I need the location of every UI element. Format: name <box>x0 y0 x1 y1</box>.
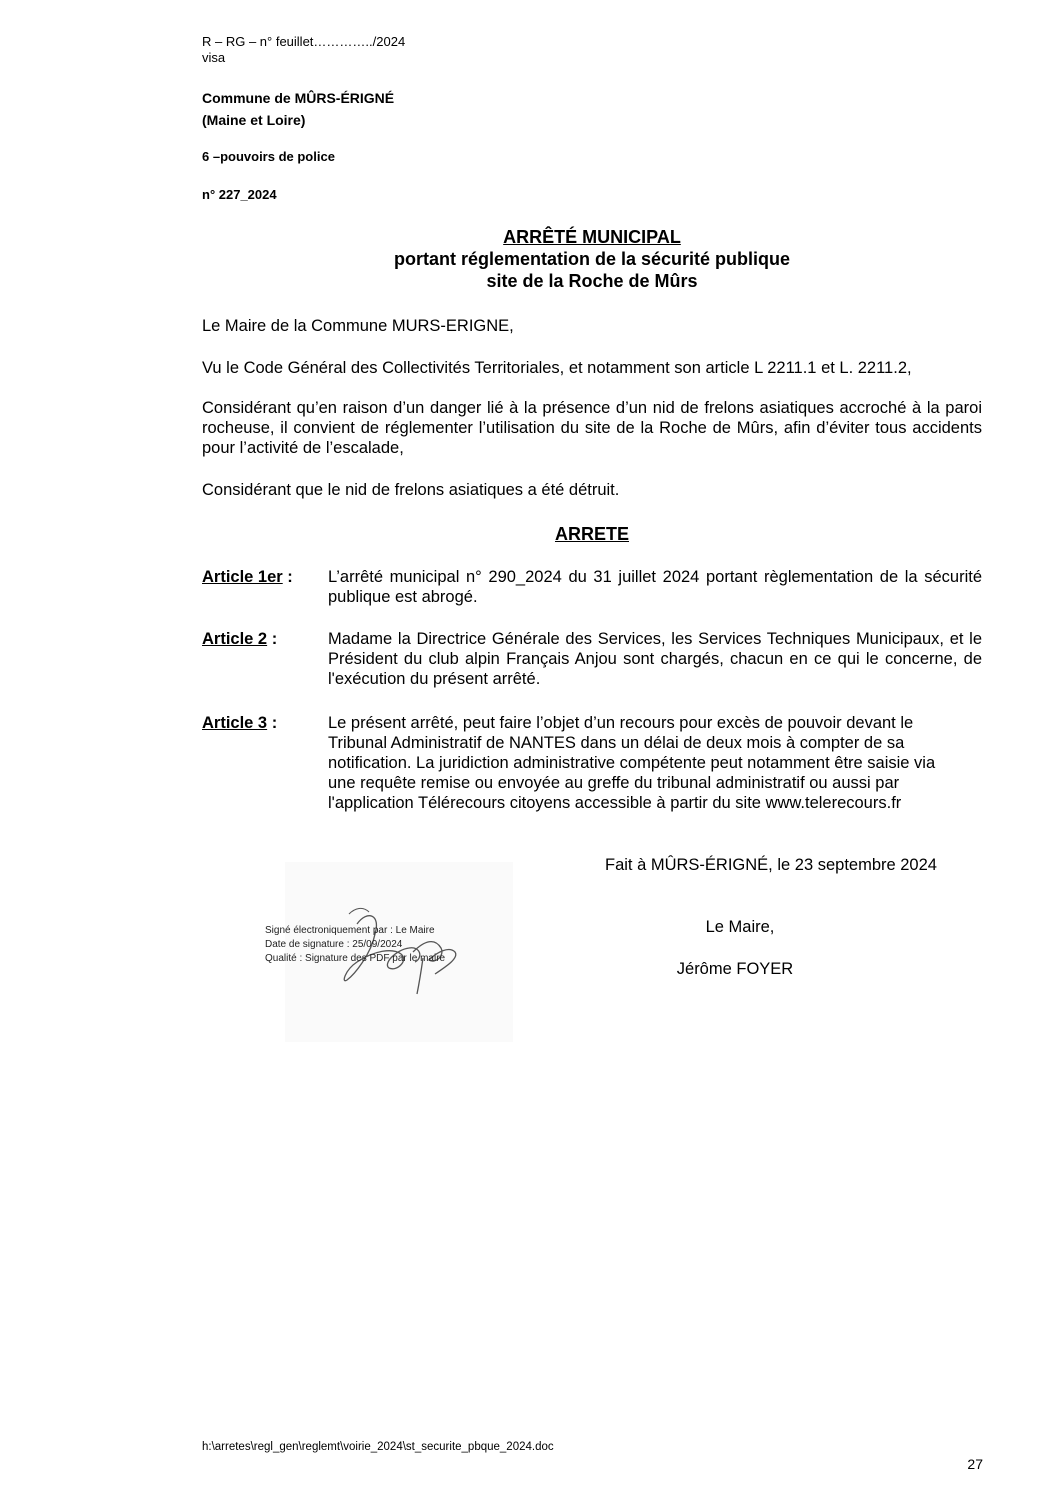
title-main: ARRÊTÉ MUNICIPAL <box>503 227 681 247</box>
article-3-line: une requête remise ou envoyée au greffe du tribunal administratif ou aussi par <box>328 774 900 792</box>
preamble-considerant-1: Considérant qu’en raison d’un danger lié à la présence d’un nid de frelons asiatiques accroché à la paroi rocheuse, il convient de réglementer l’utilisation du site de la Roche de Mûrs, afin d’éviter tous accidents pour l’activité de l’escalade, <box>202 399 982 457</box>
preamble-maire: Le Maire de la Commune MURS-ERIGNE, <box>202 317 514 335</box>
article-1-label <box>202 567 293 587</box>
signatory-name: Jérôme FOYER <box>676 960 794 978</box>
signature-stamp <box>265 862 513 1042</box>
article-1-label-text: Article 1er <box>202 568 283 586</box>
signature-quality: Qualité : Signature des PDF par le maire <box>265 953 446 964</box>
article-1-text: L’arrêté municipal n° 290_2024 du 31 juillet 2024 portant règlementation de la sécurité publique est abrogé. <box>328 568 982 606</box>
signature-signed-by: Signé électroniquement par : Le Maire <box>265 925 435 936</box>
commune-name: Commune de MÛRS-ÉRIGNÉ <box>202 90 395 106</box>
article-3-line: Le présent arrêté, peut faire l’objet d’un recours pour excès de pouvoir devant le <box>328 714 914 732</box>
order-number: n° 227_2024 <box>202 187 277 202</box>
title-subject: portant réglementation de la sécurité publique <box>393 249 791 269</box>
place-and-date: Fait à MÛRS-ÉRIGNÉ, le 23 septembre 2024 <box>605 856 937 874</box>
title-site: site de la Roche de Mûrs <box>486 271 698 291</box>
handwritten-signature-icon <box>285 862 513 1042</box>
page-number: 27 <box>967 1456 983 1472</box>
article-2-label <box>202 629 277 649</box>
file-path: h:\arretes\regl_gen\reglemt\voirie_2024\st_securite_pbque_2024.doc <box>202 1441 554 1453</box>
article-3-label-suffix: : <box>267 714 278 732</box>
reference-line: R – RG – n° feuillet…………../2024 <box>202 34 406 49</box>
article-2-text: Madame la Directrice Générale des Services, les Services Techniques Municipaux, et le Président du club alpin Français Anjou sont chargés, chacun en ce qui le concerne, de l'exécution du présent arrêté. <box>328 630 982 688</box>
preamble-vu: Vu le Code Général des Collectivités Territoriales, et notamment son article L 2211.1 et L. 2211.2, <box>202 359 912 377</box>
article-3-text <box>328 713 988 813</box>
article-1-label-suffix: : <box>282 568 293 586</box>
article-3-label <box>202 713 277 733</box>
category-label: 6 –pouvoirs de police <box>202 149 335 164</box>
article-3-line: Tribunal Administratif de NANTES dans un délai de deux mois à compter de sa <box>328 734 905 752</box>
article-3-line: l'application Télérecours citoyens accessible à partir du site www.telerecours.fr <box>328 794 902 812</box>
visa-label: visa <box>202 50 226 65</box>
article-2-label-text: Article 2 <box>202 630 268 648</box>
document-title <box>202 226 982 292</box>
preamble-considerant-2: Considérant que le nid de frelons asiatiques a été détruit. <box>202 481 620 499</box>
signature-date: Date de signature : 25/09/2024 <box>265 939 403 950</box>
article-3-line: notification. La juridiction administrative compétente peut notamment être saisie via <box>328 754 936 772</box>
article-2-label-suffix: : <box>267 630 278 648</box>
signatory-role: Le Maire, <box>705 918 775 936</box>
department-name: (Maine et Loire) <box>202 112 306 128</box>
arrete-heading: ARRETE <box>554 524 629 544</box>
article-3-label-text: Article 3 <box>202 714 268 732</box>
